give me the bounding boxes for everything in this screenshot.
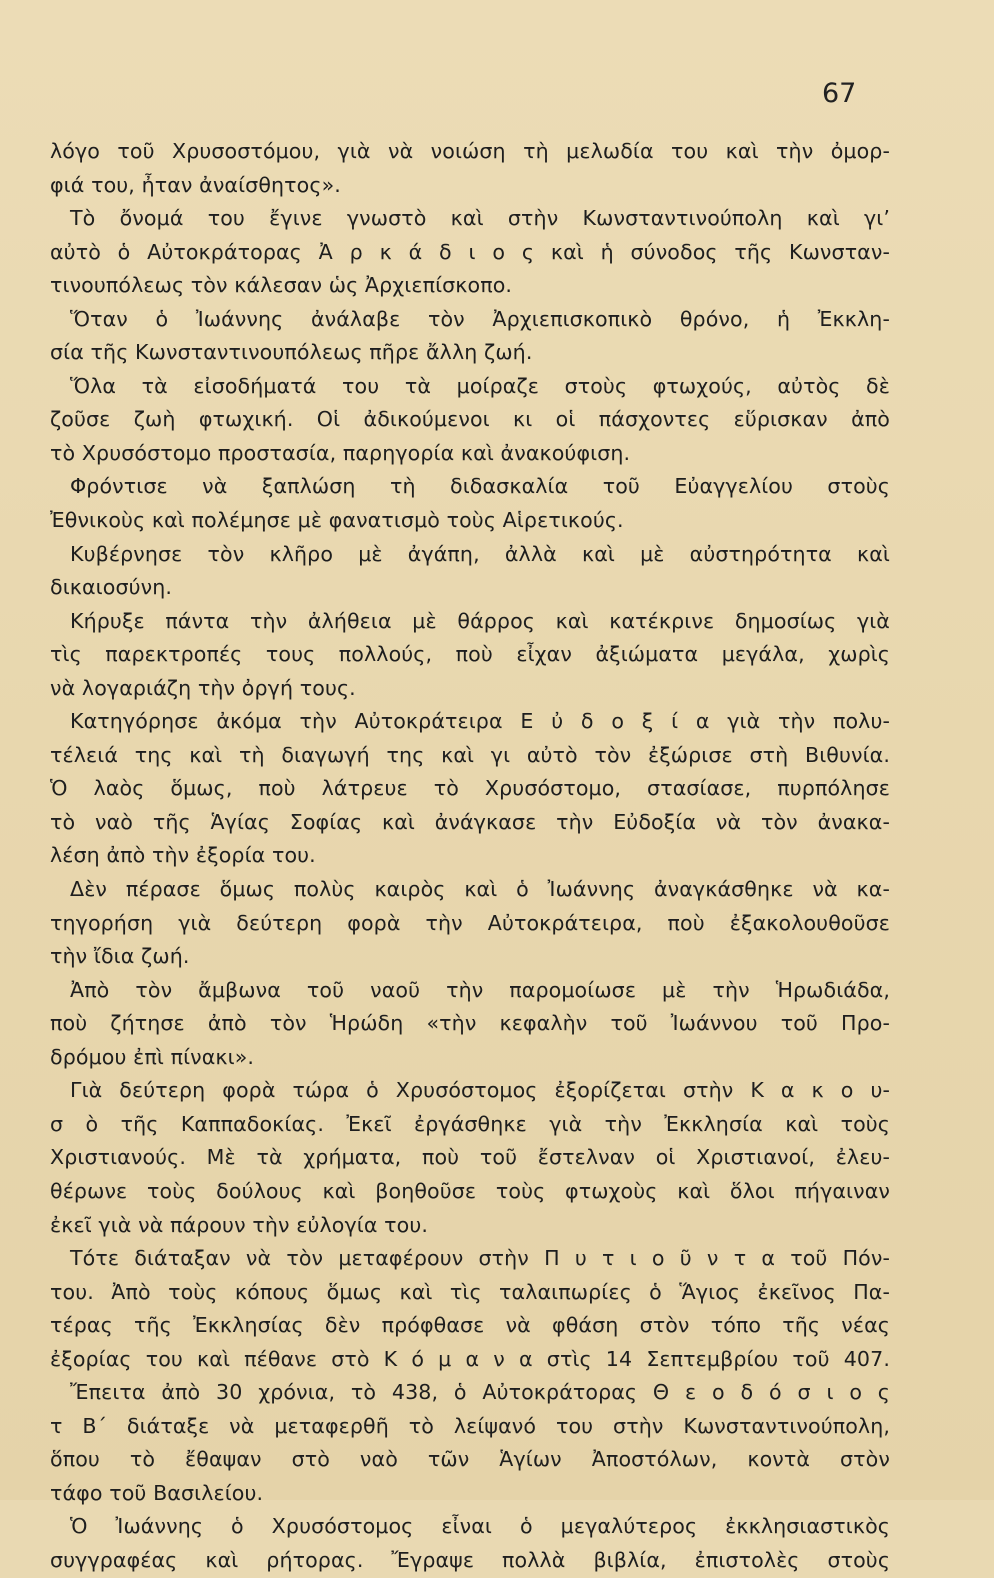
text-line: ὅπου τὸ ἔθαψαν στὸ ναὸ τῶν Ἁγίων Ἀποστόλων, κοντὰ στὸν xyxy=(50,1447,890,1472)
text-line: δρόμου ἐπὶ πίνακι». xyxy=(50,1044,255,1069)
text-line: ζοῦσε ζωὴ φτωχική. Οἱ ἀδικούμενοι κι οἱ πάσχοντες εὕρισκαν ἀπὸ xyxy=(50,407,890,432)
text-line: ποὺ ζήτησε ἀπὸ τὸν Ἡρώδη «τὴν κεφαλὴν τοῦ Ἰωάννου τοῦ Προ- xyxy=(50,1011,890,1036)
text-line: τέρας τῆς Ἐκκλησίας δὲν πρόφθασε νὰ φθάση στὸν τόπο τῆς νέας xyxy=(50,1313,890,1338)
text-line: Χριστιανούς. Μὲ τὰ χρήματα, ποὺ τοῦ ἔστελναν οἱ Χριστιανοί, ἐλευ- xyxy=(50,1145,890,1170)
text-line: σία τῆς Κωνσταντινουπόλεως πῆρε ἄλλη ζωή. xyxy=(50,340,533,365)
text-line: τὸ Χρυσόστομο προστασία, παρηγορία καὶ ἀνακούφιση. xyxy=(50,440,631,465)
text-line: Κατηγόρησε ἀκόμα τὴν Αὐτοκράτειρα Ε ὐ δ ο ξ ί α γιὰ τὴν πολυ- xyxy=(70,709,890,734)
text-line: τ Β΄ διάταξε νὰ μεταφερθῆ τὸ λείψανό του στὴν Κωνσταντινούπολη, xyxy=(50,1413,890,1438)
text-line: Κήρυξε πάντα τὴν ἀλήθεια μὲ θάρρος καὶ κατέκρινε δημοσίως γιὰ xyxy=(70,608,890,633)
text-line: φιά του, ἦταν ἀναίσθητος». xyxy=(50,172,341,197)
text-line: Φρόντισε νὰ ξαπλώση τὴ διδασκαλία τοῦ Εὐαγγελίου στοὺς xyxy=(70,474,890,499)
text-line: λόγο τοῦ Χρυσοστόμου, γιὰ νὰ νοιώση τὴ μελωδία του καὶ τὴν ὀμορ- xyxy=(50,139,890,163)
text-line: λέση ἀπὸ τὴν ἐξορία του. xyxy=(50,843,316,868)
text-line: Ἐθνικοὺς καὶ πολέμησε μὲ φανατισμὸ τοὺς Αἱρετικούς. xyxy=(50,508,624,533)
text-line: Δὲν πέρασε ὅμως πολὺς καιρὸς καὶ ὁ Ἰωάννης ἀναγκάσθηκε νὰ κα- xyxy=(70,877,890,902)
text-line: Κυβέρνησε τὸν κλῆρο μὲ ἀγάπη, ἀλλὰ καὶ μὲ αὐστηρότητα καὶ xyxy=(70,541,890,566)
text-line: Ὅταν ὁ Ἰωάννης ἀνάλαβε τὸν Ἀρχιεπισκοπικὸ θρόνο, ἡ Ἐκκλη- xyxy=(70,306,890,331)
text-line: αὐτὸ ὁ Αὐτοκράτορας Ἀ ρ κ ά δ ι ο ς καὶ ἡ σύνοδος τῆς Κωνσταν- xyxy=(50,239,890,264)
text-line: Ἔπειτα ἀπὸ 30 χρόνια, τὸ 438, ὁ Αὐτοκράτορας Θ ε ο δ ό σ ι ο ς xyxy=(70,1380,890,1405)
text-line: δικαιοσύνη. xyxy=(50,575,173,600)
text-line: θέρωνε τοὺς δούλους καὶ βοηθοῦσε τοὺς φτωχοὺς καὶ ὅλοι πήγαιναν xyxy=(50,1178,890,1203)
text-line: τινουπόλεως τὸν κάλεσαν ὡς Ἀρχιεπίσκοπο. xyxy=(50,273,513,298)
text-line: ἐκεῖ γιὰ νὰ πάρουν τὴν εὐλογία του. xyxy=(50,1212,428,1237)
text-line: Ὁ Ἰωάννης ὁ Χρυσόστομος εἶναι ὁ μεγαλύτερος ἐκκλησιαστικὸς xyxy=(70,1514,890,1539)
text-line: Τότε διάταξαν νὰ τὸν μεταφέρουν στὴν Π υ τ ι ο ῦ ν τ α τοῦ Πόν- xyxy=(70,1246,890,1271)
text-line: τέλειά της καὶ τὴ διαγωγή της καὶ γι αὐτὸ τὸν ἐξώρισε στὴ Βιθυνία. xyxy=(50,742,890,767)
text-line: τάφο τοῦ Βασιλείου. xyxy=(50,1480,264,1505)
text-line: Τὸ ὄνομά του ἔγινε γνωστὸ καὶ στὴν Κωνσταντινούπολη καὶ γι’ xyxy=(70,206,890,231)
text-line: του. Ἀπὸ τοὺς κόπους ὅμως καὶ τὶς ταλαιπωρίες ὁ Ἅγιος ἐκεῖνος Πα- xyxy=(50,1279,890,1304)
text-line: Ἀπὸ τὸν ἄμβωνα τοῦ ναοῦ τὴν παρομοίωσε μὲ τὴν Ἡρωδιάδα, xyxy=(70,977,890,1002)
text-line: τὸ ναὸ τῆς Ἁγίας Σοφίας καὶ ἀνάγκασε τὴν Εὐδοξία νὰ τὸν ἀνακα- xyxy=(50,809,890,834)
text-line: ἐξορίας του καὶ πέθανε στὸ Κ ό μ α ν α στὶς 14 Σεπτεμβρίου τοῦ 407. xyxy=(50,1346,890,1371)
text-line: Γιὰ δεύτερη φορὰ τώρα ὁ Χρυσόστομος ἐξορίζεται στὴν Κ α κ ο υ- xyxy=(70,1078,890,1103)
text-line: νὰ λογαριάζη τὴν ὀργή τους. xyxy=(50,675,356,700)
text-line: τηγορήση γιὰ δεύτερη φορὰ τὴν Αὐτοκράτειρα, ποὺ ἐξακολουθοῦσε xyxy=(50,910,890,935)
text-line: τὶς παρεκτροπές τους πολλούς, ποὺ εἶχαν ἀξιώματα μεγάλα, χωρὶς xyxy=(50,642,890,667)
text-line: σ ὸ τῆς Καππαδοκίας. Ἐκεῖ ἐργάσθηκε γιὰ τὴν Ἐκκλησία καὶ τοὺς xyxy=(50,1111,890,1136)
text-line: Ὁ λαὸς ὅμως, ποὺ λάτρευε τὸ Χρυσόστομο, στασίασε, πυρπόλησε xyxy=(50,776,890,801)
text-line: Ὅλα τὰ εἰσοδήματά του τὰ μοίραζε στοὺς φτωχούς, αὐτὸς δὲ xyxy=(70,373,890,398)
body-text xyxy=(50,135,890,1578)
page-number: 67 xyxy=(822,78,857,109)
text-line: τὴν ἴδια ζωή. xyxy=(50,944,190,969)
text-line: συγγραφέας καὶ ρήτορας. Ἔγραψε πολλὰ βιβλία, ἐπιστολὲς στοὺς xyxy=(50,1547,890,1572)
